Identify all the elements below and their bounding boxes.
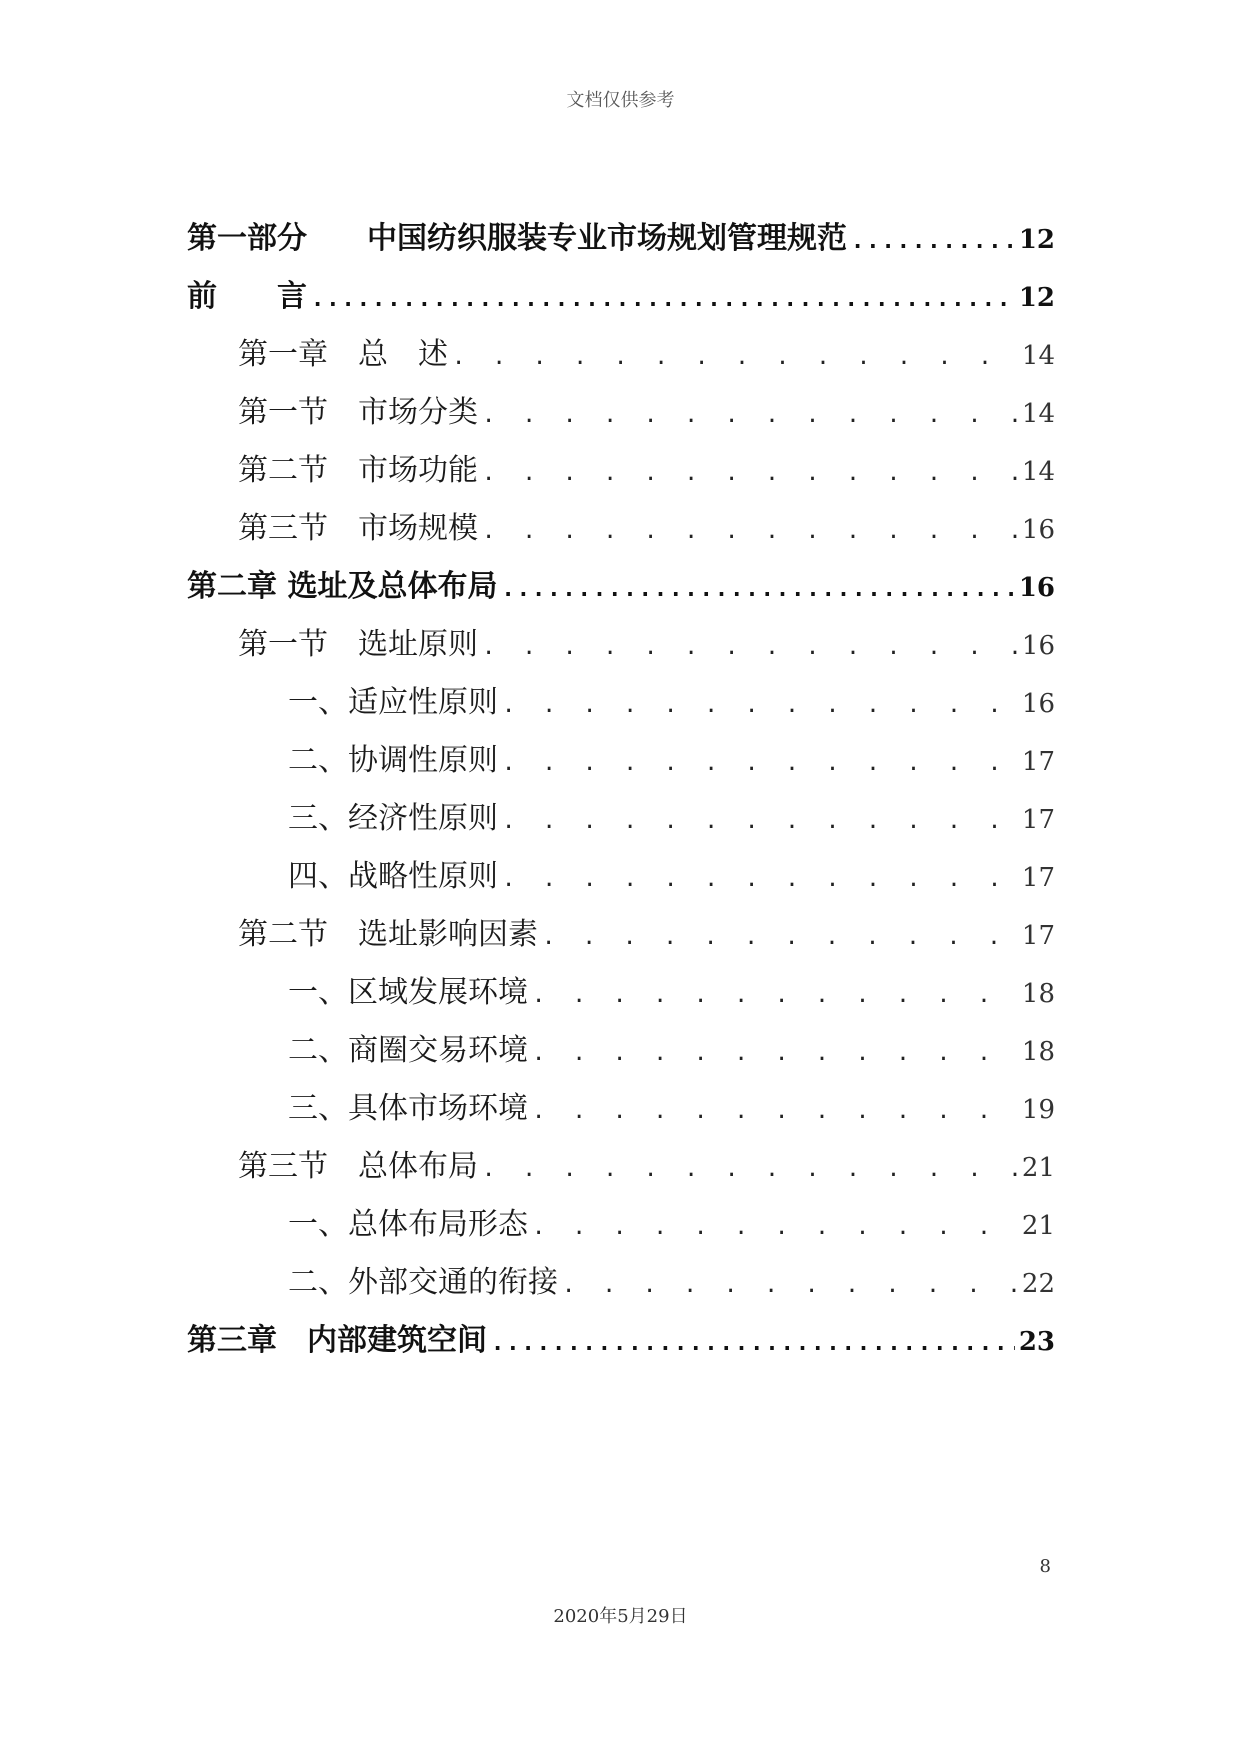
toc-entry[interactable]	[238, 445, 1055, 489]
toc-entry-label: 第二章 选址及总体布局	[187, 569, 498, 604]
toc-entry-label: 二、协调性原则	[288, 743, 498, 778]
toc-entry-label: 第一节 选址原则	[238, 627, 478, 662]
toc-entry-page: 16	[1018, 573, 1055, 603]
toc-leader-dots	[532, 1041, 1018, 1066]
toc-entry-page: 19	[1021, 1095, 1055, 1125]
document-header: 文档仅供参考	[566, 90, 675, 111]
toc-entry-label: 第三章 内部建筑空间	[187, 1323, 487, 1358]
toc-leader-dots	[501, 577, 1014, 602]
toc-entry[interactable]	[288, 735, 1055, 779]
toc-leader-dots	[482, 1157, 1018, 1182]
toc-entry-label: 第三节 市场规模	[238, 511, 478, 546]
toc-leader-dots	[851, 229, 1015, 254]
toc-leader-dots	[482, 635, 1018, 660]
toc-entry-page: 16	[1021, 515, 1055, 545]
toc-entry-page: 14	[1021, 341, 1055, 371]
toc-entry-page: 18	[1021, 979, 1055, 1009]
toc-entry[interactable]	[288, 1025, 1055, 1069]
toc-leader-dots	[532, 1099, 1018, 1124]
toc-leader-dots	[532, 1215, 1018, 1240]
toc-entry[interactable]	[288, 851, 1055, 895]
toc-entry[interactable]	[187, 213, 1055, 257]
toc-entry[interactable]	[238, 387, 1055, 431]
toc-leader-dots	[542, 925, 1018, 950]
toc-entry-page: 14	[1021, 457, 1055, 487]
toc-leader-dots	[502, 751, 1018, 776]
toc-entry-page: 14	[1021, 399, 1055, 429]
toc-entry-label: 一、适应性原则	[288, 685, 498, 720]
toc-entry[interactable]	[288, 1257, 1055, 1301]
page-number: 8	[1039, 1556, 1051, 1577]
toc-entry-page: 17	[1021, 747, 1055, 777]
toc-leader-dots	[482, 519, 1018, 544]
toc-entry-label: 第二节 选址影响因素	[238, 917, 538, 952]
toc-leader-dots	[491, 1331, 1015, 1356]
toc-entry[interactable]	[288, 1199, 1055, 1243]
toc-leader-dots	[452, 345, 1018, 370]
toc-entry[interactable]	[288, 677, 1055, 721]
toc-entry-label: 四、战略性原则	[288, 859, 498, 894]
toc-entry[interactable]	[238, 1141, 1055, 1185]
toc-leader-dots	[502, 809, 1018, 834]
toc-entry-label: 第一章 总 述	[238, 337, 448, 372]
toc-entry-page: 21	[1021, 1211, 1055, 1241]
toc-entry-page: 17	[1021, 805, 1055, 835]
toc-entry[interactable]	[238, 619, 1055, 663]
toc-leader-dots	[502, 693, 1018, 718]
toc-leader-dots	[502, 867, 1018, 892]
toc-entry[interactable]	[187, 271, 1055, 315]
toc-entry[interactable]	[238, 503, 1055, 547]
toc-entry[interactable]	[187, 561, 1055, 605]
toc-entry-page: 23	[1018, 1327, 1055, 1357]
toc-entry-label: 二、外部交通的衔接	[288, 1265, 558, 1300]
toc-entry-label: 第二节 市场功能	[238, 453, 478, 488]
toc-entry-page: 22	[1021, 1269, 1055, 1299]
toc-leader-dots	[482, 461, 1018, 486]
toc-entry-label: 第一节 市场分类	[238, 395, 478, 430]
toc-entry-page: 21	[1021, 1153, 1055, 1183]
toc-leader-dots	[482, 403, 1018, 428]
toc-entry[interactable]	[238, 909, 1055, 953]
toc-entry-page: 17	[1021, 863, 1055, 893]
document-footer-date: 2020年5月29日	[553, 1606, 688, 1627]
toc-entry-page: 12	[1018, 283, 1055, 313]
toc-entry-page: 18	[1021, 1037, 1055, 1067]
toc-leader-dots	[532, 983, 1018, 1008]
toc-entry-label: 一、总体布局形态	[288, 1207, 528, 1242]
toc-entry-label: 三、经济性原则	[288, 801, 498, 836]
toc-entry-label: 三、具体市场环境	[288, 1091, 528, 1126]
toc-entry[interactable]	[288, 967, 1055, 1011]
toc-entry-page: 12	[1018, 225, 1055, 255]
toc-entry-label: 前 言	[187, 279, 307, 314]
toc-entry-page: 17	[1021, 921, 1055, 951]
toc-entry[interactable]	[187, 1315, 1055, 1359]
toc-entry[interactable]	[288, 793, 1055, 837]
toc-leader-dots	[562, 1273, 1018, 1298]
toc-leader-dots	[311, 287, 1015, 312]
toc-entry-page: 16	[1021, 631, 1055, 661]
toc-entry-page: 16	[1021, 689, 1055, 719]
toc-entry-label: 二、商圈交易环境	[288, 1033, 528, 1068]
toc-entry-label: 一、区域发展环境	[288, 975, 528, 1010]
toc-entry[interactable]	[288, 1083, 1055, 1127]
toc-entry[interactable]	[238, 329, 1055, 373]
toc-entry-label: 第三节 总体布局	[238, 1149, 478, 1184]
toc-entry-label: 第一部分 中国纺织服装专业市场规划管理规范	[187, 221, 847, 256]
